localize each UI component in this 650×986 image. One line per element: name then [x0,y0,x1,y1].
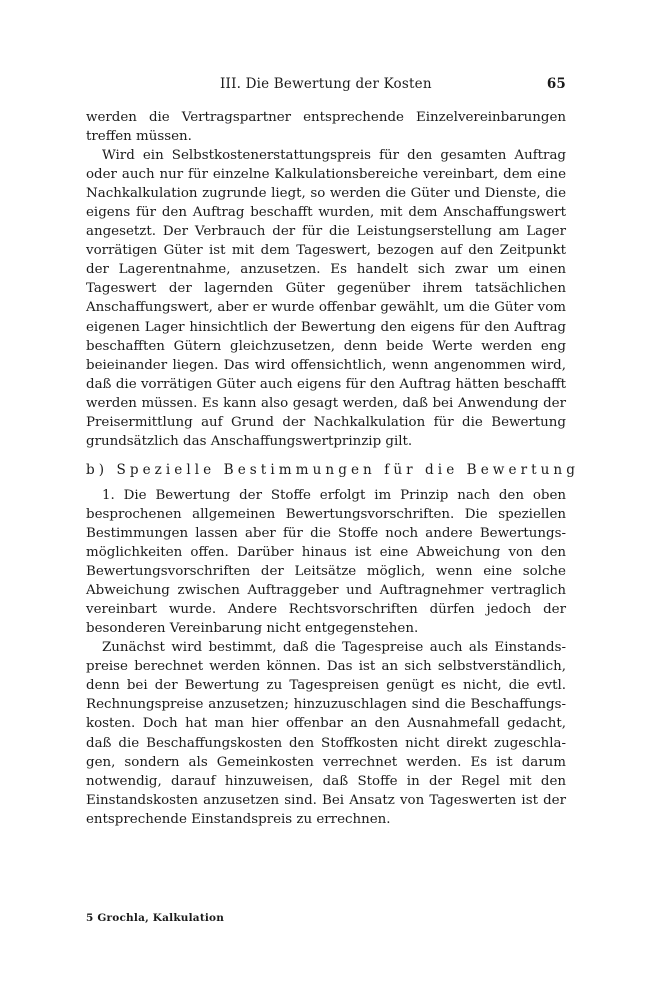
page-number: 65 [546,76,566,92]
book-page [86,72,579,924]
paragraph-continuation: werden die Vertragspartner entsprechende Einzelvereinbarungen treffen müssen. [86,110,566,145]
paragraph-bewertung-der-stoffe: 1. Die Bewertung der Stoffe erfolgt im Prinzip nach den oben besprochenen allgemeinen Bewertungsvorschriften. Die speziellen Bestimmungen lassen aber für die Stoffe noch andere Bewertungsmöglichkeiten offen. Darüber hinaus ist eine Abweichung von den Bewertungsvorschriften der Leitsätze möglich, wenn eine solche Abweichung zwischen Auftraggeber und Auftragnehmer vertraglich vereinbart wurde. Andere Rechtsvorschriften dürfen jedoch der besonderen Vereinbarung nicht entgegenstehen. [86,487,566,637]
signature-line: 5 Grochla, Kalkulation [86,912,225,924]
running-title: III. Die Bewertung der Kosten [220,76,432,92]
running-head [86,72,566,96]
section-heading: b) Spezielle Bestimmungen für die Bewertung [86,461,579,478]
paragraph-tagespreise: Zunächst wird bestimmt, daß die Tagespreise auch als Einstandspreise berechnet werden können. Das ist an sich selbstverständlich, denn bei der Bewertung zu Tagespreisen genügt es nicht, die evtl. Rechnungspreise anzusetzen; hinzuzuschlagen sind die Beschaffungskosten. Doch hat man hier offenbar an den Ausnahmefall gedacht, daß die Beschaffungskosten den Stoffkosten nicht direkt zugeschlagen, sondern als Gemeinkosten verrechnet werden. Es ist darum notwendig, darauf hinzuweisen, daß Stoffe in der Regel mit den Einstandskosten anzusetzen sind. Bei Ansatz von Tageswerten ist der entsprechende Einstandspreis zu errechnen. [86,640,566,827]
paragraph-selbstkostenerstattungspreis: Wird ein Selbstkostenerstattungspreis für den gesamten Auftrag oder auch nur für einzelne Kalkulationsbereiche vereinbart, dem eine Nachkalkulation zugrunde liegt, so werden die Güter und Dienste, die eigens für den Auftrag beschafft wurden, mit dem Anschaffungswert angesetzt. Der Verbrauch der für die Leistungserstellung am Lager vorrätigen Güter ist mit dem Tageswert, bezogen auf den Zeitpunkt der Lagerentnahme, anzusetzen. Es handelt sich zwar um einen Tageswert der lagernden Güter gegenüber ihrem tatsächlichen Anschaffungswert, aber er wurde offenbar gewählt, um die Güter vom eigenen Lager hinsichtlich der Bewertung den eigens für den Auftrag beschafften Gütern gleichzusetzen, denn beide Werte werden eng beieinander liegen. Das wird offensichtlich, wenn angenommen wird, daß die vorrätigen Güter auch eigens für den Auftrag hätten beschafft werden müssen. Es kann also gesagt werden, daß bei Anwendung der Preisermittlung auf Grund der Nachkalkulation für die Bewertung grundsätzlich das Anschaffungswertprinzip gilt. [86,148,566,449]
body-text [86,108,579,829]
